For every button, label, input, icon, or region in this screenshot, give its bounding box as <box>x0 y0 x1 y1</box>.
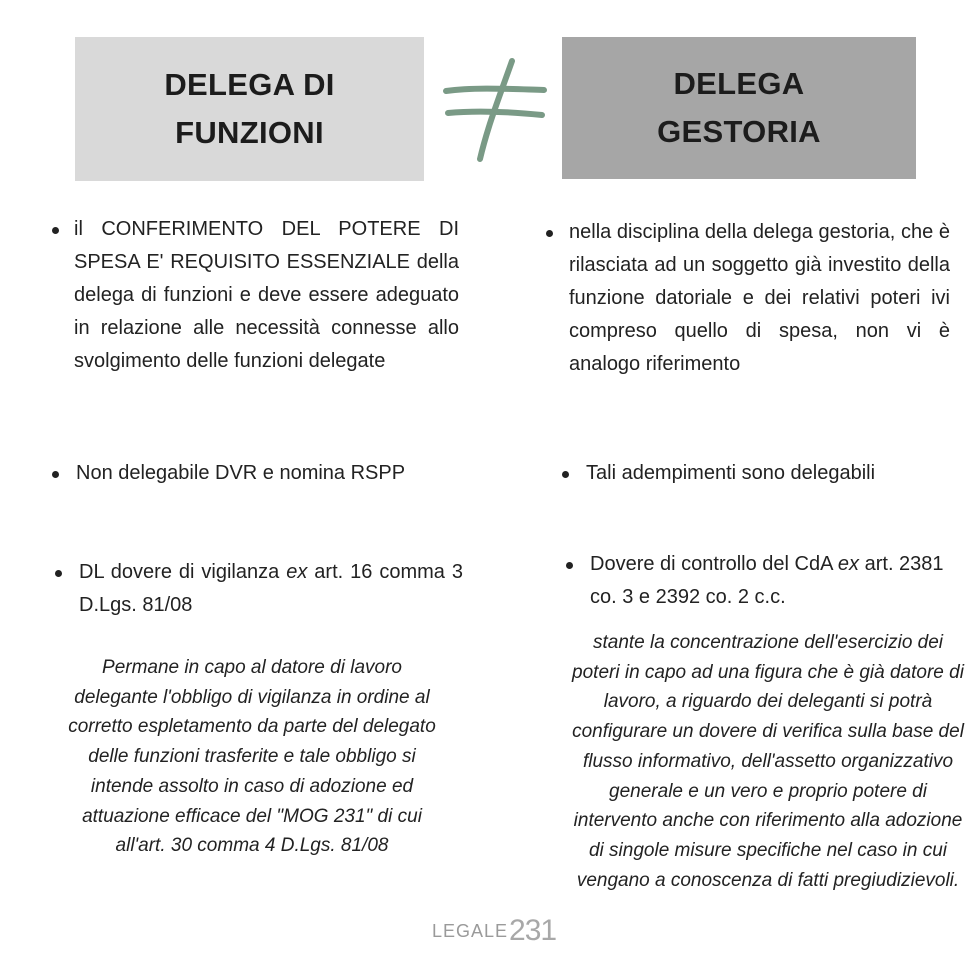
right-header-line2: GESTORIA <box>657 114 821 149</box>
bullet-dot <box>562 471 569 478</box>
left-bullet-2-text: Non delegabile DVR e nomina RSPP <box>76 462 406 484</box>
right-header-box <box>562 37 916 179</box>
left-bullet-3 <box>55 556 463 622</box>
logo-text: LEGALE <box>432 920 509 941</box>
bullet-dot <box>52 227 59 234</box>
right-bullet-3-text <box>590 548 956 614</box>
right-bullet-2 <box>562 457 952 490</box>
logo-number: 231 <box>509 914 557 947</box>
right-bullet-3-post: art. 2381 co. 3 e 2392 co. 2 c.c. <box>590 553 944 608</box>
right-bullet-3-em: ex <box>837 553 860 575</box>
left-header-line1: DELEGA DI <box>164 67 335 102</box>
left-bullet-1 <box>52 213 459 378</box>
left-bullet-3-em: ex <box>286 561 308 583</box>
right-header-line1: DELEGA <box>673 66 805 101</box>
bullet-dot <box>55 570 62 577</box>
bullet-dot <box>546 230 553 237</box>
left-header-line2: FUNZIONI <box>175 115 324 150</box>
legale231-logo <box>432 916 556 946</box>
right-bullet-3-pre: Dovere di controllo del CdA <box>590 553 838 575</box>
left-header-box <box>75 37 424 181</box>
right-bullet-3 <box>566 548 956 614</box>
left-note: Permane in capo al datore di lavoro delegante l'obbligo di vigilanza in ordine al corretto espletamento da parte del delegato delle funzioni trasferite e tale obbligo si intende assolto in caso di adozione ed attuazione efficace del "MOG 231" di cui all'art. 30 comma 4 D.Lgs. 81/08 <box>68 657 436 857</box>
right-bullet-1-text: nella disciplina della delega gestoria, che è rilasciata ad un soggetto già investito della funzione datoriale e dei relativi poteri ivi compreso quello di spesa, non vi è analogo riferimento <box>569 221 950 375</box>
left-bullet-1-text: il CONFERIMENTO DEL POTERE DI SPESA E' REQUISITO ESSENZIALE della delega di funzioni e deve essere adeguato in relazione alle necessità connesse allo svolgimento delle funzioni delegate <box>74 218 459 372</box>
right-bullet-1 <box>546 216 950 381</box>
left-bullet-2 <box>52 457 472 490</box>
left-bullet-3-post: art. 16 comma 3 D.Lgs. 81/08 <box>79 561 463 616</box>
right-note: stante la concentrazione dell'esercizio dei poteri in capo ad una figura che è già datore di lavoro, a riguardo dei deleganti si potrà configurare un dovere di verifica sulla base del flusso informativo, dell'assetto organizzativo generale e un vero e proprio potere di intervento anche con riferimento alla adozione di singole misure specifiche nel caso in cui vengano a conoscenza di fatti pregiudizievoli. <box>572 632 964 891</box>
right-bullet-2-text: Tali adempimenti sono delegabili <box>586 462 876 484</box>
left-bullet-3-pre: DL dovere di vigilanza <box>79 561 287 583</box>
bullet-dot <box>52 471 59 478</box>
bullet-dot <box>566 562 573 569</box>
not-equal-icon <box>440 55 550 165</box>
left-bullet-3-text <box>79 556 463 622</box>
